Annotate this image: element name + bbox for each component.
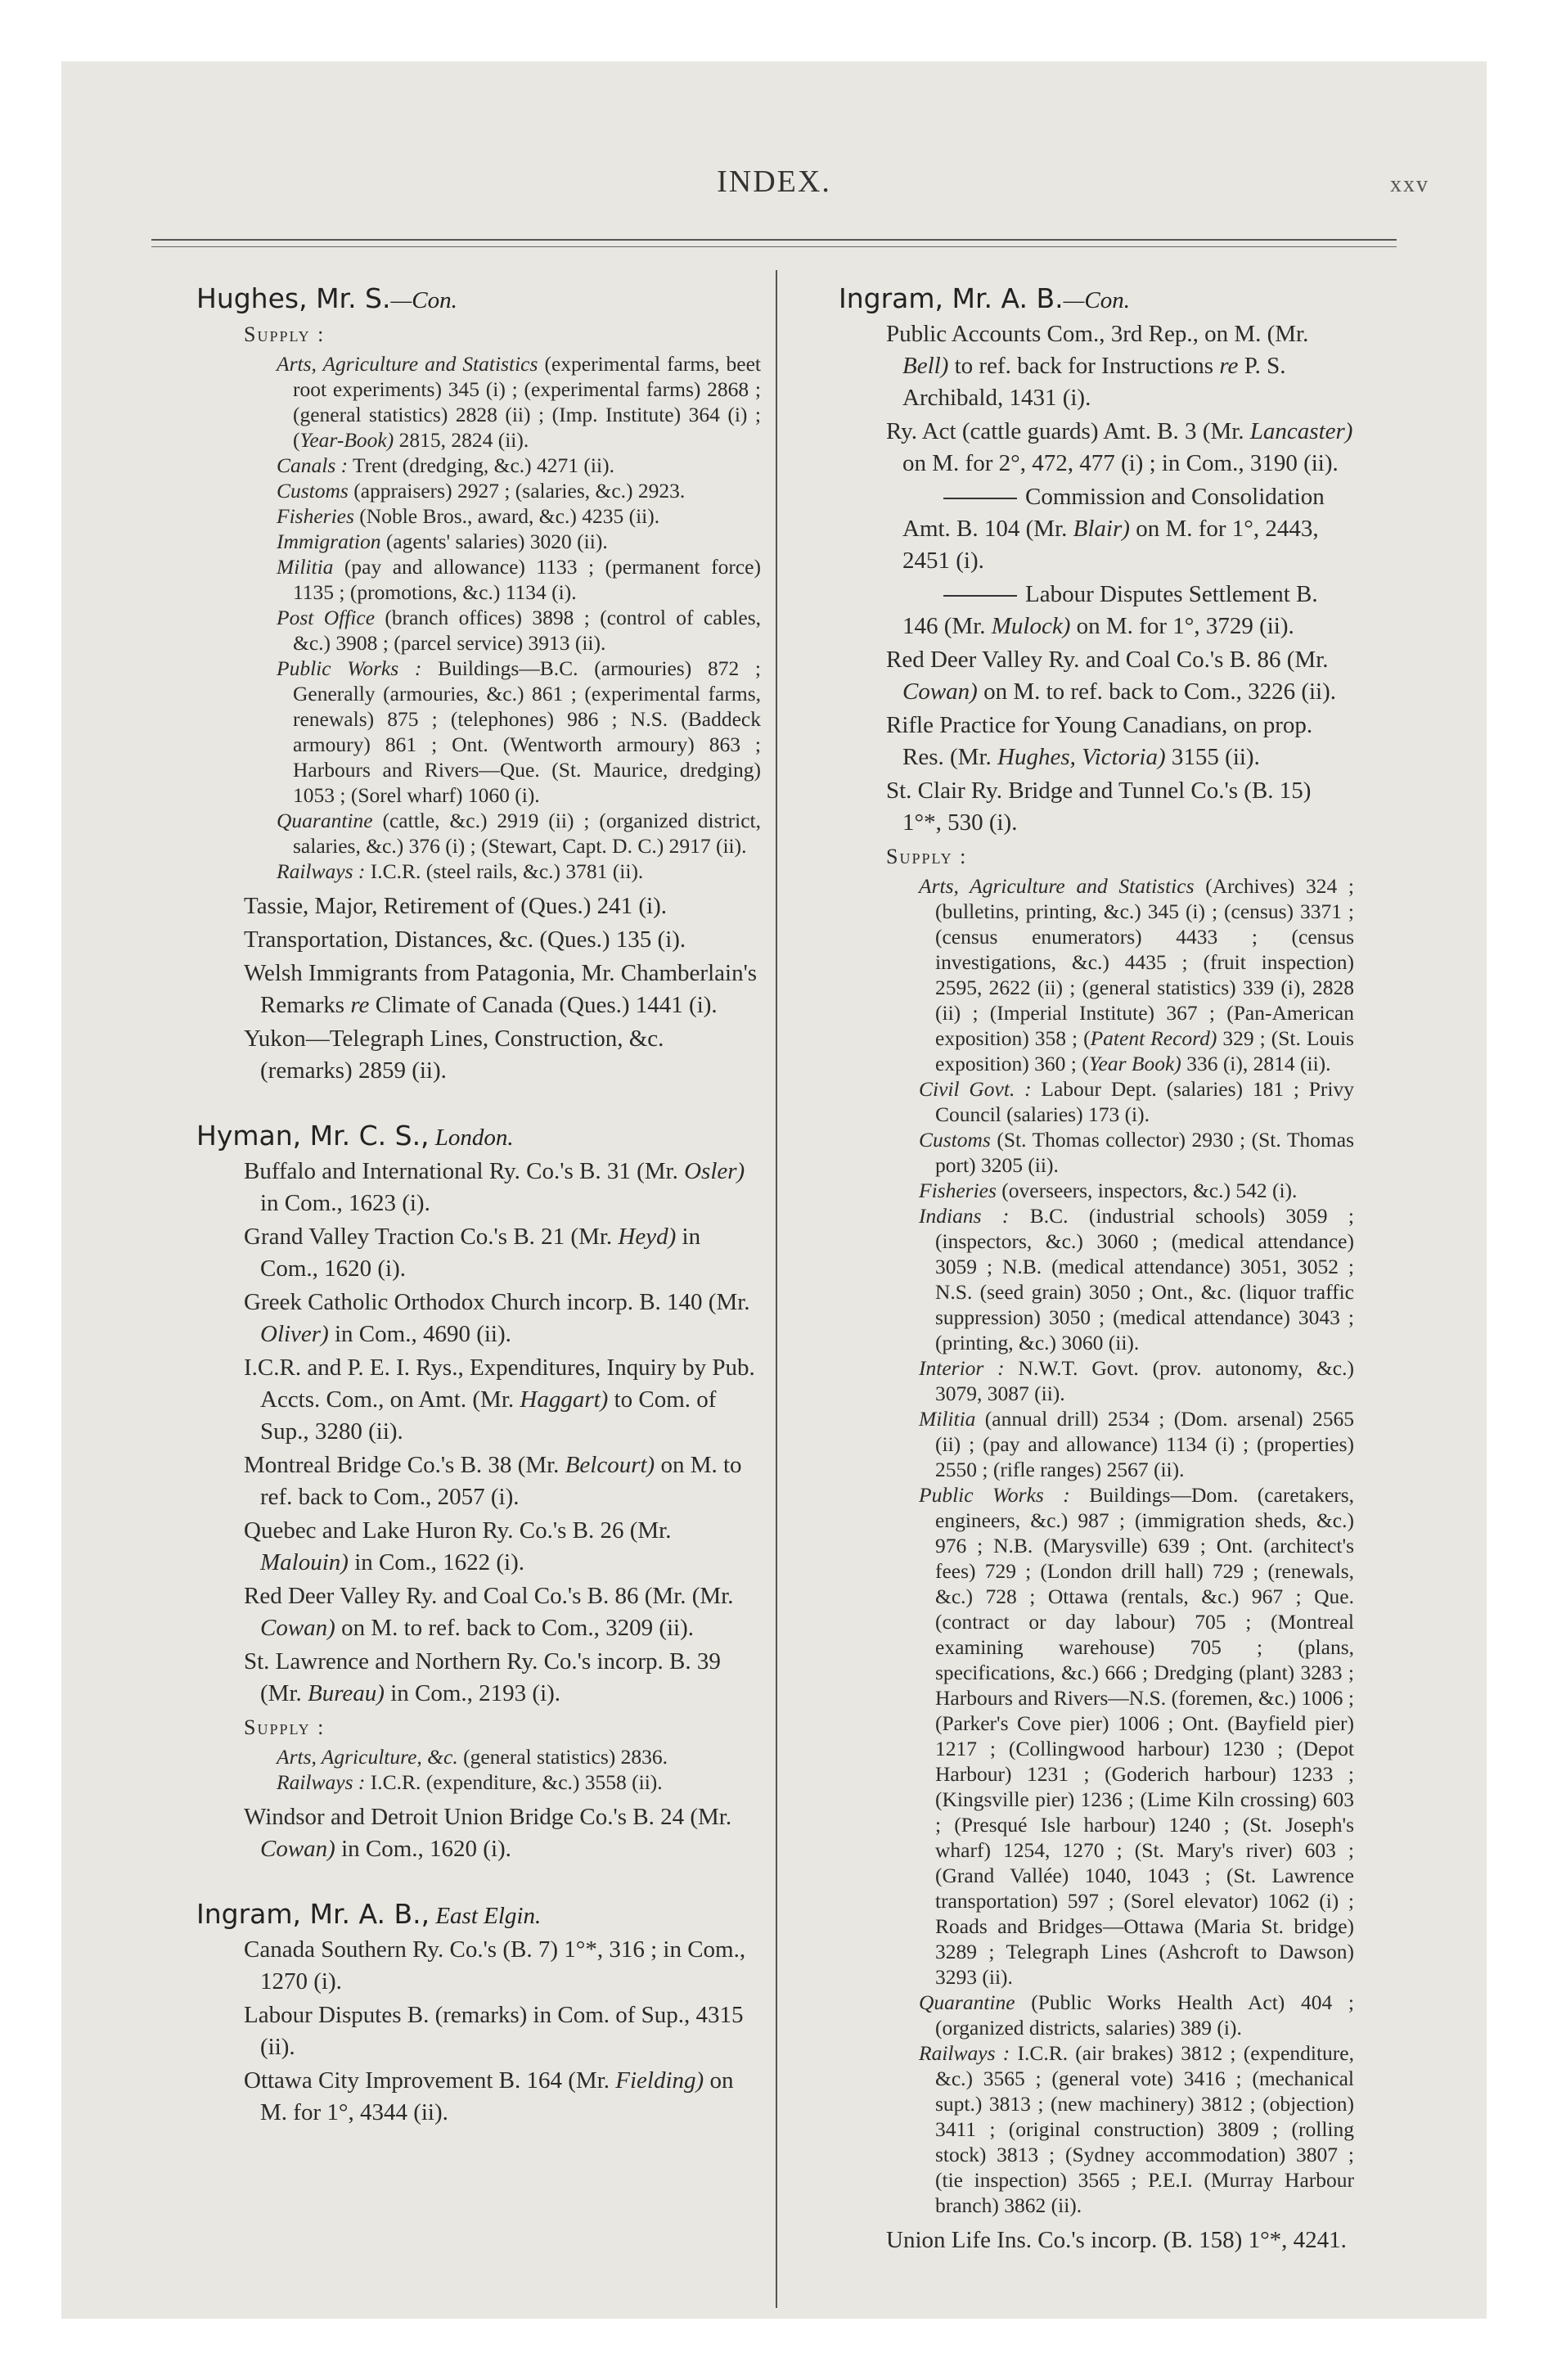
supply-item: Immigration (agents' salaries) 3020 (ii). (277, 530, 608, 553)
index-entry: Ry. Act (cattle guards) Amt. B. 3 (Mr. Lancaster) on M. for 2°, 472, 477 (i) ; in Com., 3190 (ii). (886, 418, 1353, 476)
supply-item: Interior : N.W.T. Govt. (prov. autonomy, &c.) 3079, 3087 (ii). (919, 1356, 1354, 1405)
supply-item: Post Office (branch offices) 3898 ; (control of cables, &c.) 3908 ; (parcel service) 3913 (ii). (277, 606, 761, 655)
supply-item: Customs (appraisers) 2927 ; (salaries, &c.) 2923. (277, 479, 686, 503)
index-entry: Buffalo and International Ry. Co.'s B. 31 (Mr. Osler) in Com., 1623 (i). (244, 1158, 745, 1216)
index-entry: Canada Southern Ry. Co.'s (B. 7) 1°*, 316 ; in Com., 1270 (i). (244, 1936, 746, 1995)
supply-item: Quarantine (cattle, &c.) 2919 (ii) ; (organized district, salaries, &c.) 376 (i) ; (Stewart, Capt. D. C.) 2917 (ii). (277, 809, 761, 858)
entry-heading-hughes: Hughes, Mr. S.—Con. (196, 282, 457, 314)
supply-item: Civil Govt. : Labour Dept. (salaries) 181 ; Privy Council (salaries) 173 (i). (919, 1077, 1354, 1126)
index-entry: Red Deer Valley Ry. and Coal Co.'s B. 86 (Mr. Cowan) on M. to ref. back to Com., 3226 (ii). (886, 647, 1337, 705)
index-entry: Yukon—Telegraph Lines, Construction, &c. (remarks) 2859 (ii). (244, 1025, 664, 1084)
supply-item: Railways : I.C.R. (air brakes) 3812 ; (expenditure, &c.) 3565 ; (general vote) 3416 ; (mechanical supt.) 3813 ; (new machinery) 3812 ; (objection) 3411 ; (original construction) 3809 ; (rolling stock) 3813 ; (Sydney accommodation) 3807 ; (tie inspection) 3565 ; P.E.I. (Murray Harbour branch) 3862 (ii). (919, 2041, 1354, 2217)
supply-item: Quarantine (Public Works Health Act) 404 ; (organized districts, salaries) 389 (i). (919, 1990, 1354, 2040)
index-entry: Transportation, Distances, &c. (Ques.) 135 (i). (244, 926, 686, 953)
supply-item: Arts, Agriculture, &c. (general statistics) 2836. (277, 1745, 668, 1769)
supply-item: Arts, Agriculture and Statistics (experimental farms, beet root experiments) 345 (i) ; (experimental farms) 2868 ; (general statistics) 2828 (ii) ; (Imp. Institute) 364 (i) ; (Year-Book) 2815, 2824 (ii). (277, 352, 761, 452)
supply-item: Fisheries (Noble Bros., award, &c.) 4235 (ii). (277, 504, 660, 528)
page-number: xxv (1390, 172, 1429, 197)
index-entry: Quebec and Lake Huron Ry. Co.'s B. 26 (Mr. Malouin) in Com., 1622 (i). (244, 1517, 672, 1575)
supply-item: Arts, Agriculture and Statistics (Archives) 324 ; (bulletins, printing, &c.) 345 (i) ; (census) 3371 ; (census enumerators) 4433 ; (census investigations, &c.) 4435 ; (fruit inspection) 2595, 2622 (ii) ; (general statistics) 339 (i), 2828 (ii) ; (Imperial Institute) 367 ; (Pan-American exposition) 358 ; (Patent Record) 329 ; (St. Louis exposition) 360 ; (Year Book) 336 (i), 2814 (ii). (919, 874, 1354, 1075)
index-entry: St. Lawrence and Northern Ry. Co.'s incorp. B. 39 (Mr. Bureau) in Com., 2193 (i). (244, 1648, 721, 1706)
index-entry: Labour Disputes B. (remarks) in Com. of Sup., 4315 (ii). (244, 2002, 744, 2060)
index-subentry: Labour Disputes Settlement B. 146 (Mr. Mulock) on M. for 1°, 3729 (ii). (902, 581, 1318, 639)
index-entry: Ottawa City Improvement B. 164 (Mr. Fielding) on M. for 1°, 4344 (ii). (244, 2067, 734, 2125)
supply-item: Militia (pay and allowance) 1133 ; (permanent force) 1135 ; (promotions, &c.) 1134 (i). (277, 555, 761, 604)
page-header (61, 164, 1487, 213)
index-entry: Tassie, Major, Retirement of (Ques.) 241 (i). (244, 893, 668, 919)
supply-item: Railways : I.C.R. (steel rails, &c.) 3781 (ii). (277, 859, 644, 883)
ditto-dash (943, 498, 1017, 499)
supply-label: Supply : (244, 322, 326, 346)
supply-item: Customs (St. Thomas collector) 2930 ; (St. Thomas port) 3205 (ii). (919, 1128, 1354, 1177)
index-entry: Welsh Immigrants from Patagonia, Mr. Chamberlain's Remarks re Climate of Canada (Ques.) 1441 (i). (244, 960, 758, 1018)
supply-item: Public Works : Buildings—Dom. (caretakers, engineers, &c.) 987 ; (immigration sheds, &c.) 976 ; N.B. (Marysville) 639 ; Ont. (architect's fees) 729 ; (London drill hall) 729 ; (renewals, &c.) 728 ; Ottawa (rentals, &c.) 967 ; Que. (contract or day labour) 705 ; (Montreal examining warehouse) 705 ; (plans, specifications, &c.) 666 ; Dredging (plant) 3283 ; Harbours and Rivers—N.S. (foremen, &c.) 1006 ; (Parker's Cove pier) 1006 ; Ont. (Bayfield pier) 1217 ; (Collingwood harbour) 1230 ; (Depot Harbour) 1231 ; (Goderich harbour) 1233 ; (Kingsville pier) 1236 ; (Lime Kiln crossing) 603 ; (Presqué Isle harbour) 1240 ; (St. Joseph's wharf) 1254, 1270 ; (St. Mary's river) 603 ; (Grand Vallée) 1040, 1043 ; (St. Lawrence transportation) 597 ; (Sorel elevator) 1062 (i) ; Roads and Bridges—Ottawa (Maria St. bridge) 3289 ; Telegraph Lines (Ashcroft to Dawson) 3293 (ii). (919, 1483, 1355, 1989)
entry-heading-hyman: Hyman, Mr. C. S., London. (196, 1120, 514, 1152)
page-title: INDEX. (717, 165, 831, 199)
index-entry: Montreal Bridge Co.'s B. 38 (Mr. Belcourt) on M. to ref. back to Com., 2057 (i). (244, 1452, 742, 1510)
index-entry: Public Accounts Com., 3rd Rep., on M. (Mr. Bell) to ref. back for Instructions re P. S. Archibald, 1431 (i). (886, 321, 1309, 411)
index-entry: St. Clair Ry. Bridge and Tunnel Co.'s (B. 15) 1°*, 530 (i). (886, 778, 1312, 836)
supply-item: Militia (annual drill) 2534 ; (Dom. arsenal) 2565 (ii) ; (pay and allowance) 1134 (i) ; (properties) 2550 ; (rifle ranges) 2567 (ii). (919, 1407, 1354, 1481)
supply-label: Supply : (886, 845, 968, 868)
right-column (839, 282, 1354, 2258)
supply-item: Canals : Trent (dredging, &c.) 4271 (ii). (277, 453, 614, 477)
left-column (196, 282, 761, 2130)
supply-item: Public Works : Buildings—B.C. (armouries) 872 ; Generally (armouries, &c.) 861 ; (experimental farms, renewals) 875 ; (telephones) 986 ; N.S. (Baddeck armoury) 861 ; Ont. (Wentworth armoury) 863 ; Harbours and Rivers—Que. (St. Maurice, dredging) 1053 ; (Sorel wharf) 1060 (i). (277, 656, 762, 807)
entry-heading-ingram-cont: Ingram, Mr. A. B.—Con. (839, 282, 1130, 314)
index-entry: I.C.R. and P. E. I. Rys., Expenditures, Inquiry by Pub. Accts. Com., on Amt. (Mr. Haggart) to Com. of Sup., 3280 (ii). (244, 1355, 755, 1445)
index-entry: Greek Catholic Orthodox Church incorp. B. 140 (Mr. Oliver) in Com., 4690 (ii). (244, 1289, 750, 1347)
supply-item: Indians : B.C. (industrial schools) 3059 ; (inspectors, &c.) 3060 ; (medical attendance) 3059 ; N.B. (medical attendance) 3051, 3052 ; N.S. (seed grain) 3050 ; Ont., &c. (liquor traffic suppression) 3050 ; (medical attendance) 3043 ; (printing, &c.) 3060 (ii). (919, 1204, 1354, 1355)
column-divider (776, 270, 777, 2308)
index-entry: Grand Valley Traction Co.'s B. 21 (Mr. Heyd) in Com., 1620 (i). (244, 1224, 701, 1282)
ditto-dash (943, 595, 1017, 597)
header-rule-thin (151, 246, 1397, 247)
index-page (61, 61, 1487, 2319)
supply-label: Supply : (244, 1715, 326, 1739)
header-rule (151, 239, 1397, 241)
supply-item: Railways : I.C.R. (expenditure, &c.) 3558 (ii). (277, 1770, 663, 1794)
index-entry: Rifle Practice for Young Canadians, on prop. Res. (Mr. Hughes, Victoria) 3155 (ii). (886, 712, 1313, 770)
index-entry: Windsor and Detroit Union Bridge Co.'s B. 24 (Mr. Cowan) in Com., 1620 (i). (244, 1804, 732, 1862)
entry-heading-ingram: Ingram, Mr. A. B., East Elgin. (196, 1898, 542, 1930)
index-subentry: Commission and Consolidation Amt. B. 104 (Mr. Blair) on M. for 1°, 2443, 2451 (i). (902, 484, 1325, 574)
index-entry: Red Deer Valley Ry. and Coal Co.'s B. 86 (Mr. (Mr. Cowan) on M. to ref. back to Com., 3209 (ii). (244, 1583, 734, 1641)
supply-item: Fisheries (overseers, inspectors, &c.) 542 (i). (919, 1179, 1298, 1202)
index-entry: Union Life Ins. Co.'s incorp. (B. 158) 1°*, 4241. (886, 2227, 1347, 2253)
